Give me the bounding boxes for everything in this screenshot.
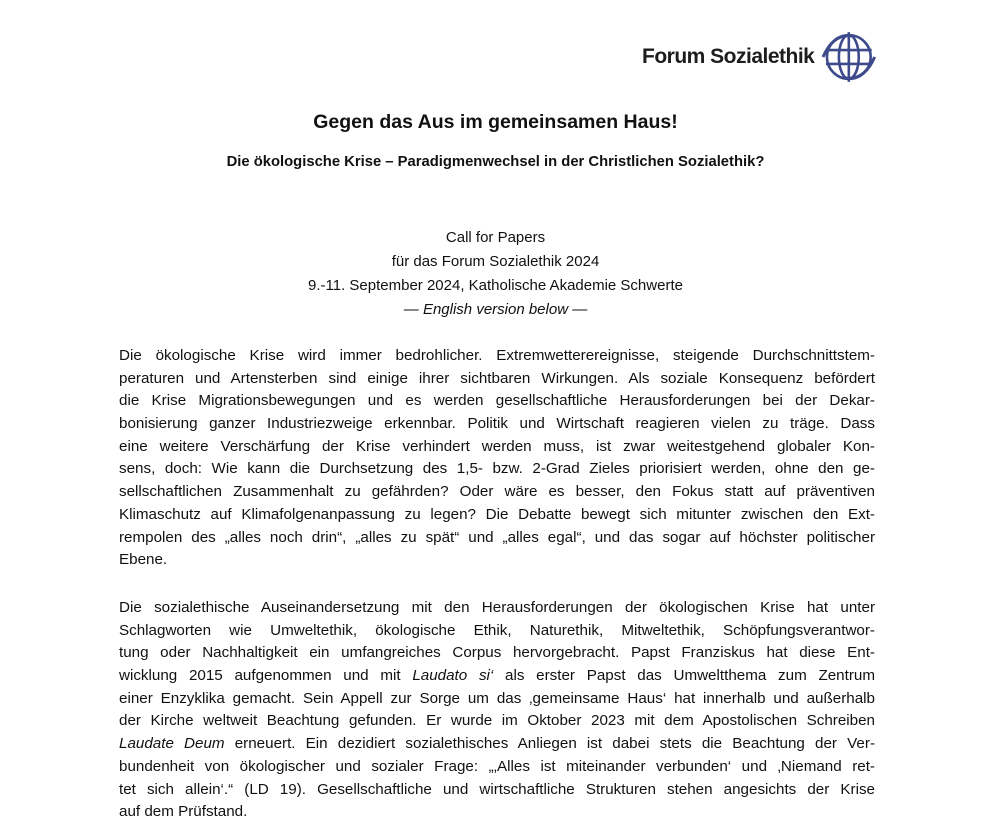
cfp-event: für das Forum Sozialethik 2024: [391, 253, 600, 270]
paragraph-line: Klimaschutz auf Klimafolgenanpassung zu legen? Die Debatte bewegt sich mitunter zwischen den Ext-: [119, 505, 875, 523]
paragraph-1: [119, 345, 875, 572]
paragraph-line: tet sich allein‘.“ (LD 19). Gesellschaftliche und wirtschaftliche Strukturen stehen angesichts der Krise: [119, 780, 875, 798]
call-for-papers-block: [0, 226, 991, 322]
line-text: wicklung 2015 aufgenommen und mit: [119, 667, 413, 685]
cfp-date-location: 9.-11. September 2024, Katholische Akademie Schwerte: [308, 277, 683, 294]
line-text: als erster Papst das Umweltthema zum Zentrum: [493, 667, 875, 685]
laudato-si-title: Laudato si‘: [412, 667, 494, 685]
paragraph-line: bonisierung ganzer Industriezweige erkennbar. Politik und Wirtschaft reagieren vielen zu träge. Dass: [119, 415, 875, 433]
globe-icon: [820, 28, 878, 86]
paragraph-line: rempolen des „alles noch drin“, „alles zu spät“ und „alles egal“, und das sogar auf höchster politischer: [119, 528, 875, 546]
paragraph-line: [119, 733, 875, 756]
line-text: erneuert. Ein dezidiert sozialethisches Anliegen ist dabei stets die Beachtung der Ver-: [224, 735, 875, 753]
paragraph-line: eine weitere Verschärfung der Krise verhindert werden muss, ist zwar weitestgehend globaler Kon-: [119, 437, 875, 455]
paragraph-line: bundenheit von ökologischer und sozialer Frage: „‚Alles ist miteinander verbunden‘ und ‚Niemand ret-: [119, 757, 875, 775]
paragraph-line: auf dem Prüfstand.: [119, 803, 248, 821]
paragraph-2: [119, 597, 875, 824]
paragraph-line: einer Enzyklika gemacht. Sein Appell zur Sorge um das ‚gemeinsame Haus‘ hat innerhalb und außerhalb: [119, 689, 875, 707]
paragraph-line: sellschaftlichen Zusammenhalt zu gefährden? Oder wäre es besser, den Fokus statt auf präventiven: [119, 483, 875, 501]
paragraph-line: peraturen und Artensterben sind einige ihrer sichtbaren Wirkungen. Als soziale Konsequenz befördert: [119, 369, 875, 387]
paragraph-line: sens, doch: Wie kann die Durchsetzung des 1,5- bzw. 2-Grad Zieles priorisiert werden, ohne den ge-: [119, 460, 875, 478]
paragraph-line: Die ökologische Krise wird immer bedrohlicher. Extremwetterereignisse, steigende Durchschnittstem-: [119, 347, 875, 364]
paragraph-line: der Kirche weltweit Beachtung gefunden. Er wurde im Oktober 2023 mit dem Apostolischen Schreiben: [119, 712, 875, 730]
paragraph-line: tung oder Nachhaltigkeit ein umfangreiches Corpus hervorgebracht. Papst Franziskus hat diese Ent-: [119, 644, 875, 662]
laudate-deum-title: Laudate Deum: [119, 735, 225, 753]
document-subtitle: Die ökologische Krise – Paradigmenwechsel in der Christlichen Sozialethik?: [226, 154, 765, 170]
paragraph-line: die Krise Migrationsbewegungen und es werden gesellschaftliche Herausforderungen bei der Dekar-: [119, 392, 875, 410]
paragraph-line: [119, 665, 875, 688]
english-version-note: — English version below —: [403, 301, 588, 318]
paragraph-line: Schlagworten wie Umweltethik, ökologische Ethik, Naturethik, Mitweltethik, Schöpfungsverantwor-: [119, 621, 875, 639]
logo-text: Forum Sozialethik: [642, 45, 815, 68]
forum-sozialethik-logo: [642, 22, 878, 92]
paragraph-line: Die sozialethische Auseinandersetzung mit den Herausforderungen der ökologischen Krise hat unter: [119, 599, 875, 616]
document-title: Gegen das Aus im gemeinsamen Haus!: [313, 111, 678, 133]
paragraph-line: Ebene.: [119, 551, 168, 569]
cfp-heading: Call for Papers: [445, 229, 546, 246]
